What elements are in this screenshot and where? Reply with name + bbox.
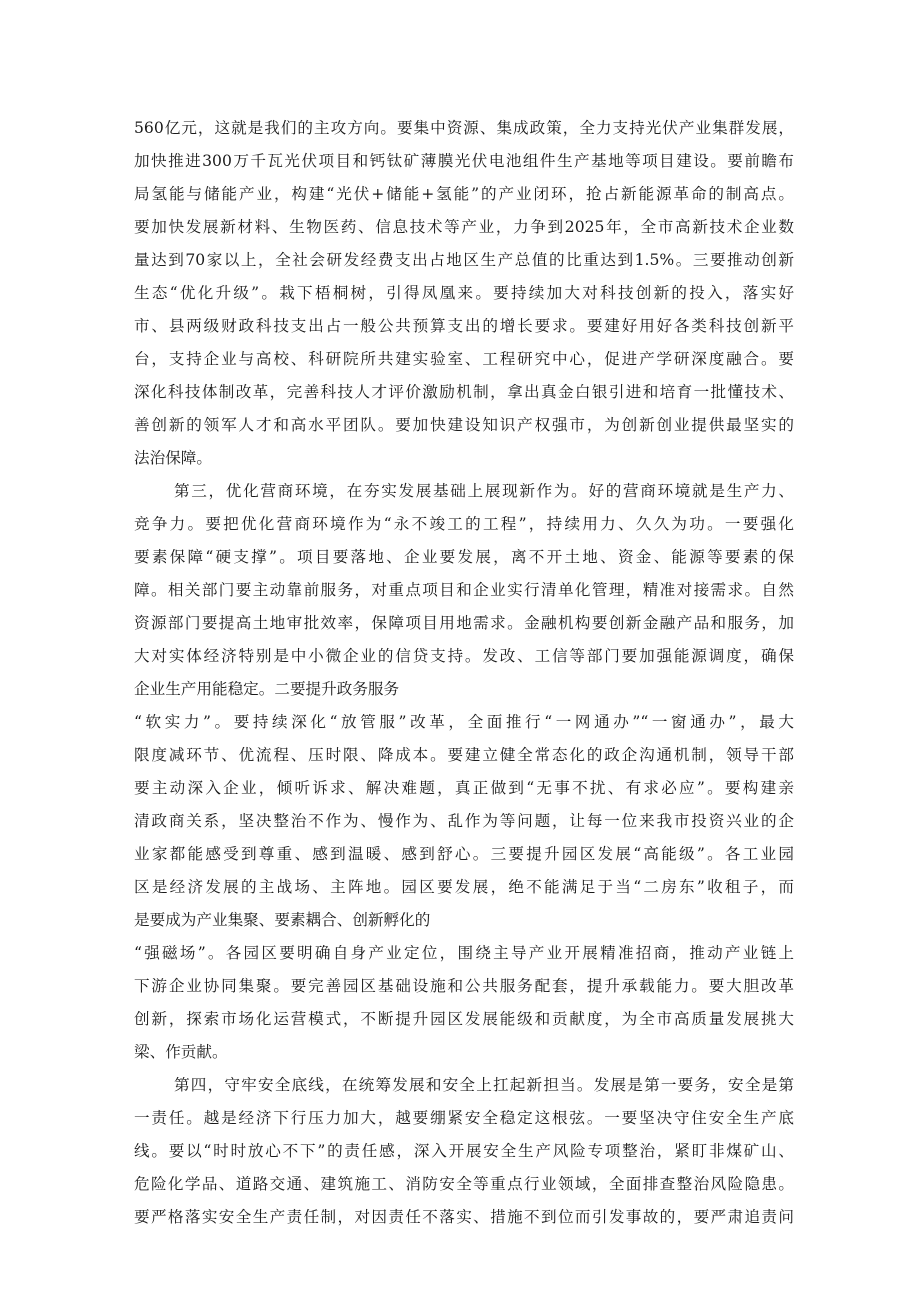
text-line: 要主动深入企业，倾听诉求、解决难题，真正做到“无事不扰、有求必应”。要构建亲 [134,779,794,797]
text-line: 要严格落实安全生产责任制，对因责任不落实、措施不到位而引发事故的，要严肃追责问 [134,1208,794,1226]
text-line: 一责任。越是经济下行压力加大，越要绷紧安全稳定这根弦。一要坚决守住安全生产底 [134,1109,794,1127]
paragraph-start-line: 第三，优化营商环境，在夯实发展基础上展现新作为。好的营商环境就是生产力、 [174,482,794,500]
text-line: 区是经济发展的主战场、主阵地。园区要发展，绝不能满足于当“二房东”收租子，而 [134,878,794,896]
text-line: 危险化学品、道路交通、建筑施工、消防安全等重点行业领域，全面排查整治风险隐患。 [134,1175,794,1193]
text-line: 善创新的领军人才和高水平团队。要加快建设知识产权强市，为创新创业提供最坚实的 [134,416,794,434]
text-line: 大对实体经济特别是中小微企业的信贷支持。发改、工信等部门要加强能源调度，确保 [134,647,794,665]
text-line: 梁、作贡献。 [134,1043,228,1061]
text-line: 清政商关系，坚决整治不作为、慢作为、乱作为等问题，让每一位来我市投资兴业的企 [134,812,794,830]
text-line: 资源部门要提高土地审批效率，保障项目用地需求。金融机构要创新金融产品和服务，加 [134,614,794,632]
paragraph-start-line: 第四，守牢安全底线，在统筹发展和安全上扛起新担当。发展是第一要务，安全是第 [174,1076,794,1094]
text-line: 下游企业协同集聚。要完善园区基础设施和公共服务配套，提升承载能力。要大胆改革 [134,977,794,995]
body-text [134,112,794,1234]
text-line: 企业生产用能稳定。二要提升政务服务 [134,680,400,698]
text-line: 560亿元，这就是我们的主攻方向。要集中资源、集成政策，全力支持光伏产业集群发展， [134,119,794,137]
text-line: 线。要以“时时放心不下”的责任感，深入开展安全生产风险专项整治，紧盯非煤矿山、 [134,1142,794,1160]
text-line: 加快推进300万千瓦光伏项目和钙钛矿薄膜光伏电池组件生产基地等项目建设。要前瞻布 [134,152,794,170]
text-line: 障。相关部门要主动靠前服务，对重点项目和企业实行清单化管理，精准对接需求。自然 [134,581,794,599]
text-line: “软实力”。要持续深化“放管服”改革，全面推行“一网通办”“一窗通办”，最大 [134,713,794,731]
text-line: 限度减环节、优流程、压时限、降成本。要建立健全常态化的政企沟通机制，领导干部 [134,746,794,764]
text-line: 深化科技体制改革，完善科技人才评价激励机制，拿出真金白银引进和培育一批懂技术、 [134,383,794,401]
text-line: 要素保障“硬支撑”。项目要落地、企业要发展，离不开土地、资金、能源等要素的保 [134,548,794,566]
text-line: 业家都能感受到尊重、感到温暖、感到舒心。三要提升园区发展“高能级”。各工业园 [134,845,794,863]
text-line: 创新，探索市场化运营模式，不断提升园区发展能级和贡献度，为全市高质量发展挑大 [134,1010,794,1028]
text-line: 是要成为产业集聚、要素耦合、创新孵化的 [134,911,431,929]
text-line: “强磁场”。各园区要明确自身产业定位，围绕主导产业开展精准招商，推动产业链上 [134,944,794,962]
text-line: 市、县两级财政科技支出占一般公共预算支出的增长要求。要建好用好各类科技创新平 [134,317,794,335]
text-line: 局氢能与储能产业，构建“光伏+储能+氢能”的产业闭环，抢占新能源革命的制高点。 [134,185,794,203]
text-line: 要加快发展新材料、生物医药、信息技术等产业，力争到2025年，全市高新技术企业数 [134,218,794,236]
text-line: 竞争力。要把优化营商环境作为“永不竣工的工程”，持续用力、久久为功。一要强化 [134,515,794,533]
text-line: 法治保障。 [134,449,212,467]
text-line: 台，支持企业与高校、科研院所共建实验室、工程研究中心，促进产学研深度融合。要 [134,350,794,368]
text-line: 量达到70家以上，全社会研发经费支出占地区生产总值的比重达到1.5%。三要推动创新 [134,251,794,269]
text-line: 生态“优化升级”。栽下梧桐树，引得凤凰来。要持续加大对科技创新的投入，落实好 [134,284,794,302]
